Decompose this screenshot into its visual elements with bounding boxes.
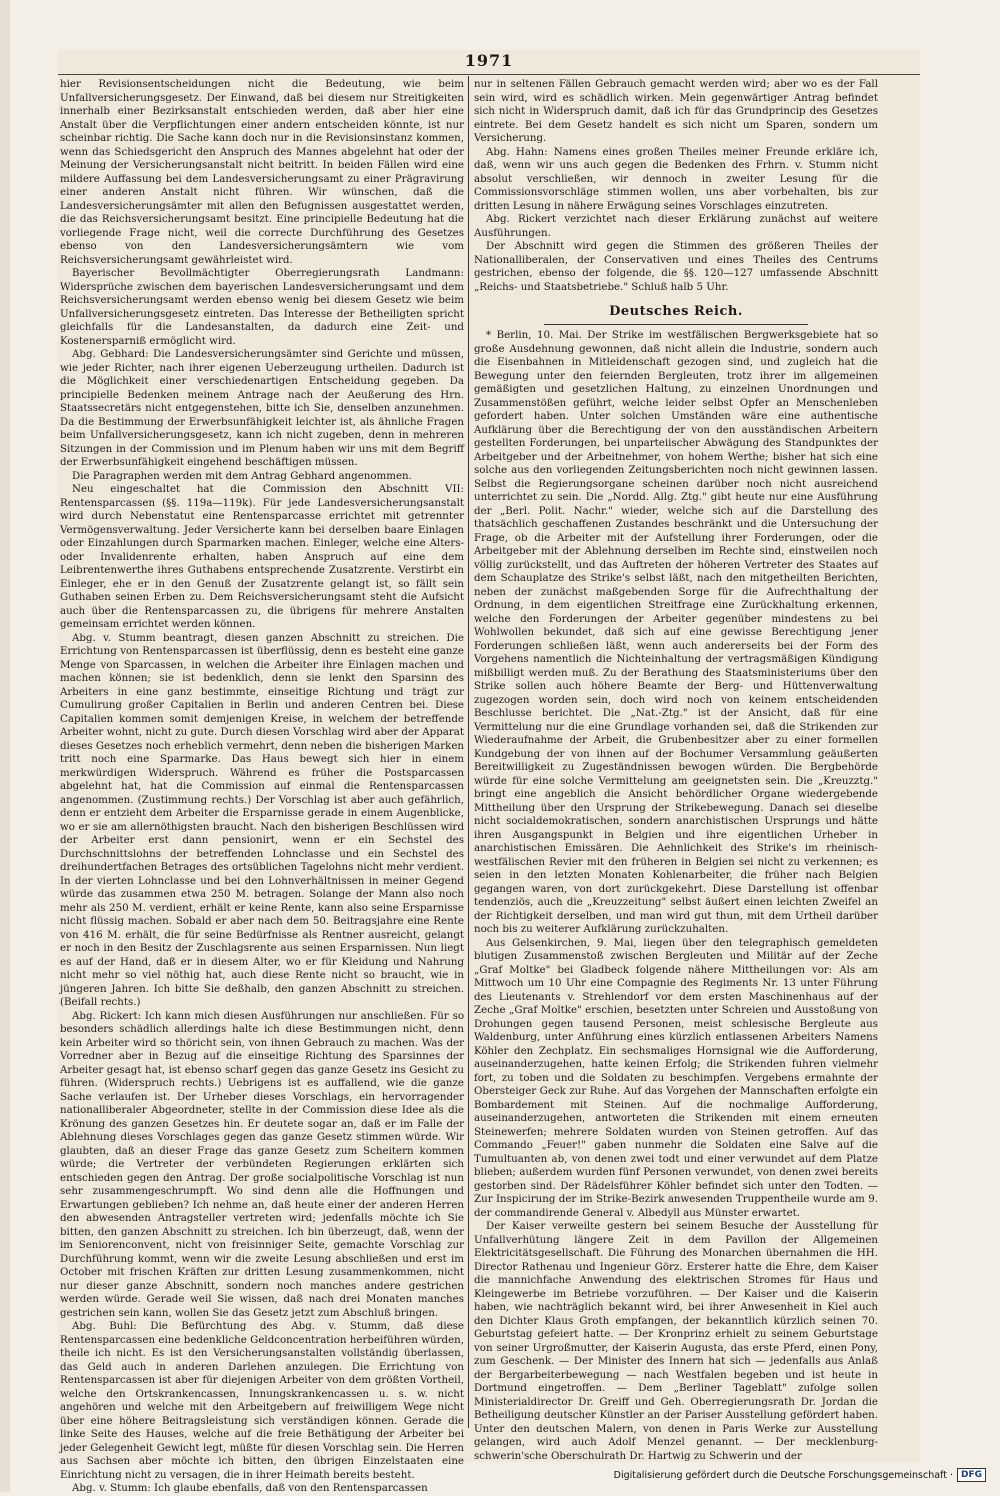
- paragraph: Der Abschnitt wird gegen die Stimmen des größeren Theiles der Nationalliberalen, der Conservativen und eines Theiles des Centrums gestrichen, ebenso der folgende, die §§. 120—127 umfassende Abschnitt „Reichs- und Staatsbetriebe." Schluß halb 5 Uhr.: [474, 240, 878, 293]
- column-divider: [468, 76, 469, 1428]
- paragraph: nur in seltenen Fällen Gebrauch gemacht werden wird; aber wo es der Fall sein wird, wird es schädlich wirken. Mein gegenwärtiger Antrag befindet sich nicht in Widerspruch damit, daß ich für das Grundprincip des Gesetzes eintrete. Bei dem Gesetz handelt es sich nicht um Sparen, sondern um Versicherung.: [474, 78, 878, 144]
- paragraph: Abg. Buhl: Die Befürchtung des Abg. v. Stumm, daß diese Rentensparcassen eine bedenkliche Geldconcentration herbeiführen würden, theile ich nicht. Es ist den Versicherungsanstalten vollständig überlassen, das Geld auch in anderen Darlehen anzulegen. Die Errichtung von Rentensparcassen ist aber für diejenigen Arbeiter von dem größten Vortheil, welche den Ortskrankencassen, Innungskrankencassen u. s. w. nicht angehören und welche mit den Arbeitgebern auf freiwilligem Wege nicht über eine höhere Beitragsleistung sich verständigen können. Gerade die linke Seite des Hauses, welche auf die freie Bethätigung der Arbeiter bei jeder Gelegenheit Gewicht legt, müßte für diesen Vorschlag sein. Die Herren aus Sachsen aber möchte ich bitten, den übrigen Einzelstaaten eine Einrichtung nicht zu versagen, die in ihrer Heimath bereits besteht.: [60, 1320, 464, 1481]
- section-rule: [544, 324, 808, 325]
- digitization-footer: [614, 1467, 986, 1483]
- footer-text: Digitalisierung gefördert durch die Deutsche Forschungsgemeinschaft ·: [613, 1469, 953, 1481]
- paragraph: Bayerischer Bevollmächtigter Oberregierungsrath Landmann: Widersprüche zwischen dem bayerischen Landesversicherungsamt und dem Reichsversicherungsamt werden ebenso wenig bei diesem Gesetz wie beim Unfallversicherungsgesetz eintreten. Das Interesse der Betheiligten spricht gleichfalls für die Landesanstalten, da dadurch eine Zeit- und Kostenersparniß ermöglicht wird.: [60, 267, 464, 347]
- paragraph: Neu eingeschaltet hat die Commission den Abschnitt VII: Rentensparcassen (§§. 119a—119k). Für jede Landesversicherungsanstalt wird durch Nebenstatut eine Rentensparcasse errichtet mit getrennter Vermögensverwaltung. Jeder Versicherte kann bei derselben baare Einlagen oder Einzahlungen durch Sparmarken machen. Einleger, welche eine Alters- oder Invalidenrente erhalten, haben Anspruch auf eine dem Leibrentenwerthe ihres Guthabens entsprechende Zusatzrente. Verstirbt ein Einleger, ehe er in den Genuß der Zusatzrente gelangt ist, so fällt sein Guthaben seinen Erben zu. Dem Reichsversicherungsamt steht die Aufsicht auch über die Rentensparcassen zu, die übrigens für mehrere Anstalten gemeinsam errichtet werden können.: [60, 483, 464, 630]
- section-title: Deutsches Reich.: [609, 304, 743, 319]
- paragraph: hier Revisionsentscheidungen nicht die Bedeutung, wie beim Unfallversicherungsgesetz. Der Einwand, daß bei diesem nur Streitigkeiten innerhalb einer Bezirksanstalt entschieden werden, daß aber hier eine Anstalt über die Verpflichtungen einer andern entscheiden könnte, ist nur scheinbar richtig. Die Sache kann doch nur in die Revisionsinstanz kommen, wenn das Schiedsgericht den Anspruch des Mannes abgelehnt hat oder der Meinung der Versicherungsanstalt nicht beitritt. In beiden Fällen wird eine mildere Auffassung bei dem Landesversicherungsamt zu einer Prägravirung einer anderen Anstalt nicht führen. Wir wünschen, daß die Landesversicherungsämter mit allen den Befugnissen ausgestattet werden, die das Reichsversicherungsamt besitzt. Eine principielle Bedeutung hat die vorliegende Frage nicht, weil die correcte Durchführung des Gesetzes ebenso von den Landesversicherungsämtern wie vom Reichsversicherungsamt gewährleistet wird.: [60, 78, 464, 266]
- scan-edge: [0, 0, 10, 1492]
- left-column: [60, 78, 464, 1494]
- paragraph: Abg. Hahn: Namens eines großen Theiles meiner Freunde erkläre ich, daß, wenn wir uns auch gegen die Bedenken des Frhrn. v. Stumm nicht absolut verschließen, wir dennoch in zweiter Lesung für die Commissionsvorschläge stimmen wollen, uns aber vorbehalten, bis zur dritten Lesung in nähere Erwägung seines Vorschlages einzutreten.: [474, 145, 878, 212]
- page-number: 1971: [464, 51, 514, 70]
- paragraph: * Berlin, 10. Mai. Der Strike im westfälischen Bergwerksgebiete hat so große Ausdehnung gewonnen, daß nicht allein die Industrie, sondern auch die Eisenbahnen in Mitleidenschaft gezogen sind, und zugleich hat die Bewegung unter den feiernden Bergleuten, trotz ihrer im allgemeinen gemäßigten und gesetzlichen Haltung, zu einzelnen Unordnungen und Zusammenstößen geführt, welche leider selbst Opfer an Menschenleben gefordert haben. Unter solchen Umständen wäre eine authentische Aufklärung über die Berechtigung der von den ausständischen Arbeitern gestellten Forderungen, bei unparteiischer Abwägung des Standpunktes der Arbeitgeber und der Arbeitnehmer, von hohem Werthe; bisher hat sich eine solche aus den vorliegenden Zeitungsberichten noch nicht gewinnen lassen. Selbst die Regierungsorgane scheinen darüber noch nicht ausreichend unterrichtet zu sein. Die „Nordd. Allg. Ztg." gibt heute nur eine Ausführung der „Berl. Polit. Nachr." wieder, welche sich auf die Darstellung des thatsächlich geschaffenen Zustandes beschränkt und die Untersuchung der Frage, ob die Arbeiter mit der Aufstellung ihrer Forderungen, oder die Arbeitgeber mit der Ablehnung derselben im Rechte sind, einstweilen noch völlig zurückstellt, und das Auftreten der höheren Vertreter des Staates auf dem Schauplatze des Strike's selbst läßt, nach den mitgetheilten Berichten, neben der zunächst maßgebenden Sorge für die Aufrechthaltung der Ordnung, in dem eigentlichen Streitfrage eine Zurückhaltung erkennen, welche den Forderungen der Arbeiter gegenüber mindestens zu bei Wohlwollen bekundet, daß sich auf eine gewisse Berechtigung jener Forderungen schließen läßt, wenn auch andererseits bei der Form des Vorgehens namentlich die Nichteinhaltung der vertragsmäßigen Kündigung mißbilligt werden muß. Zu der Berathung des Staatsministeriums über den Strike sollen auch höhere Beamte der Berg- und Hüttenverwaltung zugezogen worden sein, doch wird noch von keinem entscheidenden Beschlusse berichtet. Die „Nat.-Ztg." ist der Ansicht, daß für eine Vermittelung nur die eine Grundlage vorhanden sei, daß die Strikenden zur Wiederaufnahme der Arbeit, die Grubenbesitzer aber zu einer formellen Kundgebung der von ihnen auf der Bochumer Versammlung geäußerten Bereitwilligkeit zu Zugeständnissen bewogen würden. Die Bergbehörde würde für eine solche Vermittelung am geeignetsten sein. Die „Kreuzztg." bringt eine angeblich die Ansicht behördlicher Organe wiedergebende Mittheilung über den Ursprung der Strikebewegung. Danach sei dieselbe nicht socialdemokratischen, sondern anarchistischen Ursprungs und hätte ihren Ausgangspunkt in Belgien und ihre eigentlichen Urheber in anarchistischen Emissären. Die Aehnlichkeit des Strike's im rheinisch-westfälischen Revier mit den früheren in Belgien sei nicht zu verkennen; es seien in den letzten Monaten Kohlenarbeiter, die früher nach Belgien gegangen waren, von dort zurückgekehrt. Diese Darstellung ist offenbar tendenziös, auch die „Kreuzzeitung" selbst äußert einen leichten Zweifel an der Richtigkeit derselben, und man wird gut thun, mit dem Urtheil darüber noch bis zu weiterer Aufklärung zurückzuhalten.: [474, 329, 878, 935]
- paragraph: Abg. v. Stumm beantragt, diesen ganzen Abschnitt zu streichen. Die Errichtung von Rentensparcassen ist überflüssig, denn es besteht eine ganze Menge von Sparcassen, in welchen die Arbeiter ihre Einlagen machen und machen können; sie ist bedenklich, denn sie lenkt den Sparsinn des Arbeiters in eine ganz bestimmte, einseitige Richtung und trägt zur Cumulirung großer Capitalien in Berlin und anderen Centren bei. Diese Capitalien kommen somit demjenigen Kreise, in welchem der betreffende Arbeiter wohnt, nicht zu gute. Durch diesen Vorschlag wird aber der Apparat dieses Gesetzes noch erheblich vermehrt, denn neben die bisherigen Marken tritt noch eine Sparmarke. Das Haus bewegt sich hier in einem merkwürdigen Widerspruch. Während es früher die Postsparcassen abgelehnt hat, hat die Commission auf einmal die Rentensparcassen angenommen. (Zustimmung rechts.) Der Vorschlag ist aber auch gefährlich, denn er entzieht dem Arbeiter die Ersparnisse gerade in einem Augenblicke, wo er sie am allernöthigsten braucht. Nach den bisherigen Beschlüssen wird der Arbeiter erst dann pensionirt, wenn er ein Sechstel des Durchschnittslohns der betreffenden Lohnclasse und ein Sechstel des dreihundertfachen Betrages des ortsüblichen Tagelohns nicht mehr verdient. In der vierten Lohnclasse und bei den Lohnverhältnissen in meiner Gegend würde das zusammen etwa 250 M. betragen. Solange der Mann also noch mehr als 250 M. verdient, erhält er keine Rente, kann also seine Ersparnisse nicht flüssig machen. Sobald er aber nach dem 50. Beitragsjahre eine Rente von 416 M. erhält, die für seine Bedürfnisse als Rentner ausreicht, gelangt er noch in den Besitz der Zuschlagsrente aus seinen Ersparnissen. Nun liegt es auf der Hand, daß er in diesem Alter, wo er für Kleidung und Nahrung nicht mehr so viel nöthig hat, auch diese Rente nicht so braucht, wie in jüngeren Jahren. Ich bitte Sie deßhalb, den ganzen Abschnitt zu streichen. (Beifall rechts.): [60, 631, 464, 1008]
- paragraph: Abg. Rickert: Ich kann mich diesen Ausführungen nur anschließen. Für so besonders schädlich allerdings halte ich diese Bestimmungen nicht, denn kein Arbeiter wird so thöricht sein, von ihnen Gebrauch zu machen. Was der Vorredner aber in Bezug auf die einseitige Richtung des Sparsinnes der Arbeiter gesagt hat, ist ebenso scharf gegen das ganze Gesetz ins Gesicht zu führen. (Widerspruch rechts.) Uebrigens ist es auffallend, wie die ganze Sache verlaufen ist. Der Urheber dieses Vorschlags, ein hervorragender nationalliberaler Abgeordneter, stellte in der Commission diese Idee als die Krönung des ganzen Gesetzes hin. Er deutete sogar an, daß er im Falle der Ablehnung dieses Vorschlages gegen das ganze Gesetz stimmen würde. Wir glaubten, daß an dieser Frage das ganze Gesetz zum Scheitern kommen würde; die Vertreter der verbündeten Regierungen erklärten sich entschieden gegen den Antrag. Der große socialpolitische Vorschlag ist nun sehr zusammengeschrumpft. Wo sind denn alle die Hoffnungen und Erwartungen geblieben? Ich nehme an, daß heute einer der anderen Herren den abwesenden Antragsteller vertreten wird; jedenfalls möchte ich Sie bitten, den ganzen Abschnitt zu streichen. Ich bin überzeugt, daß, wenn der im Seniorenconvent, nicht von freisinniger Seite, gemachte Vorschlag zur Durchführung kommt, wenn wir die zweite Lesung abschließen und erst im October mit frischen Kräften zur dritten Lesung zusammenkommen, nicht nur dieser ganze Abschnitt, sondern noch manches andere gestrichen werden würde. Gerade weil Sie wissen, daß nach drei Monaten manches gestrichen sein kann, wollen Sie das Gesetz jetzt zum Abschluß bringen.: [60, 1009, 464, 1319]
- header-rule: [58, 74, 920, 75]
- paragraph: Die Paragraphen werden mit dem Antrag Gebhard angenommen.: [72, 469, 412, 482]
- right-column: [474, 78, 878, 1462]
- paragraph: Abg. Rickert verzichtet nach dieser Erklärung zunächst auf weitere Ausführungen.: [474, 213, 878, 239]
- paragraph: Der Kaiser verweilte gestern bei seinem Besuche der Ausstellung für Unfallverhütung längere Zeit in dem Pavillon der Allgemeinen Elektricitätsgesellschaft. Die Führung des Monarchen übernahmen die HH. Director Rathenau und Ingenieur Görz. Ersterer hatte die Ehre, dem Kaiser die mannichfache Anwendung des elektrischen Stromes für Haus und Kleingewerbe im Betriebe vorzuführen. — Der Kaiser und die Kaiserin haben, wie nachträglich bekannt wird, bei ihrer Anwesenheit in Kiel auch den Dichter Klaus Groth empfangen, der bekanntlich kürzlich seinen 70. Geburtstag gefeiert hatte. — Der Kronprinz erhielt zu seinem Geburtstage von seiner Urgroßmutter, der Kaiserin Augusta, das erste Pferd, einen Pony, zum Geschenk. — Der Minister des Innern hat sich — jedenfalls aus Anlaß der Bergarbeiterbewegung — nach Westfalen begeben und ist heute in Dortmund eingetroffen. — Dem „Berliner Tageblatt" zufolge sollen Ministerialdirector Dr. Greiff und Geh. Oberregierungsrath Dr. Jordan die Betheiligung deutscher Künstler an der Pariser Ausstellung gefördert haben. Unter den deutschen Malern, von denen in Paris Werke zur Ausstellung gelangen, wird auch Adolf Menzel genannt. — Der mecklenburg-schwerin'sche Oberschulrath Dr. Hartwig zu Schwerin und der: [474, 1220, 878, 1462]
- paragraph: Aus Gelsenkirchen, 9. Mai, liegen über den telegraphisch gemeldeten blutigen Zusammenstoß zwischen Bergleuten und Militär auf der Zeche „Graf Moltke" bei Gladbeck folgende nähere Mittheilungen vor: Als am Mittwoch um 10 Uhr eine Compagnie des Regiments Nr. 13 unter Führung des Lieutenants v. Strehlendorf vor dem ersten Maschinenhaus auf der Zeche „Graf Moltke" erschien, besetzten unter Schreien und Ausstoßung von Drohungen gegen tausend Personen, meist schlesische Bergleute aus Waldenburg, unter Anführung eines kürzlich entlassenen Arbeiters Namens Köhler den Zechplatz. Ein sechsmaliges Hornsignal wie die Aufforderung, auseinanderzugehen, hatte keinen Erfolg; die Strikenden fuhren vielmehr fort, zu toben und die Soldaten zu beschimpfen. Vergebens ermahnte der Obersteiger Geck zur Ruhe. Auf das Vorgehen der Mannschaften erfolgte ein Bombardement mit Steinen. Auf die nochmalige Aufforderung, auseinanderzugehen, antworteten die Strikenden mit einem erneuten Steinewerfen; mehrere Soldaten wurden von Steinen getroffen. Auf das Commando „Feuer!" gaben nunmehr die Soldaten eine Salve auf die Tumultuanten ab, von denen zwei todt und einer verwundet auf dem Platze blieben; außerdem wurden fünf Personen verwundet, von denen zwei bereits gestorben sind. Der Rädelsführer Köhler befindet sich unter den Todten. — Zur Inspicirung der im Strike-Bezirk anwesenden Truppentheile wurde am 9. der commandirende General v. Albedyll aus Münster erwartet.: [474, 936, 878, 1219]
- paragraph: Abg. Gebhard: Die Landesversicherungsämter sind Gerichte und müssen, wie jeder Richter, nach ihrer eigenen Ueberzeugung urtheilen. Dadurch ist die Möglichkeit einer verschiedenartigen Entscheidung gegeben. Da principielle Bedenken meinem Antrage nach der Aeußerung des Hrn. Staatssecretärs nicht entgegenstehen, bitte ich Sie, denselben anzunehmen. Da die Bestimmung der Erwerbsunfähigkeit leichter ist, als ähnliche Fragen beim Unfallversicherungsgesetz, kann ich nicht zugeben, denn in mehreren Sitzungen in der Commission und im Plenum haben wir uns mit dem Begriff der Erwerbsunfähigkeit eingehend beschäftigen müssen.: [60, 348, 464, 468]
- paragraph: Abg. v. Stumm: Ich glaube ebenfalls, daß von den Rentensparcassen: [72, 1482, 428, 1494]
- dfg-logo-icon: DFG: [957, 1468, 986, 1482]
